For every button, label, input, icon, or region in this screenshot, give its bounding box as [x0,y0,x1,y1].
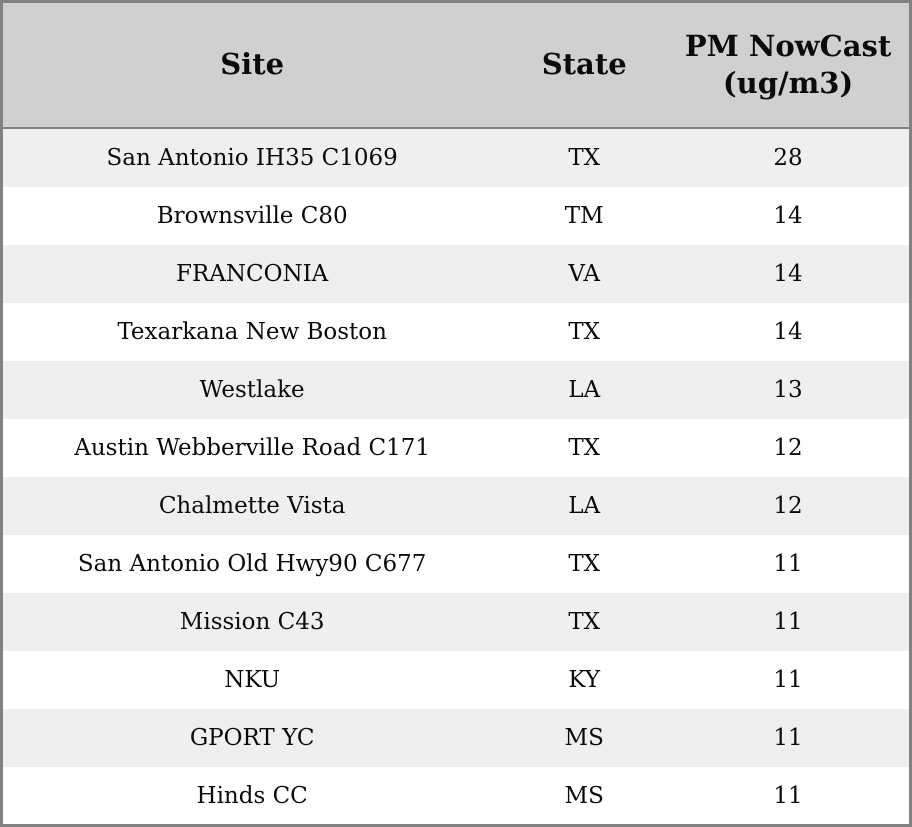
header-row [3,3,909,128]
table-row [3,593,909,651]
table-row [3,128,909,187]
table-row [3,303,909,361]
column-header-state: State [501,3,667,128]
cell-site: Chalmette Vista [158,493,346,519]
cell-state: TX [568,551,601,577]
table-row [3,651,909,709]
table-row [3,187,909,245]
table-row [3,477,909,535]
table-row [3,767,909,825]
pm-nowcast-table [3,3,909,825]
cell-site: San Antonio Old Hwy90 C677 [77,551,427,577]
table-body [3,128,909,825]
cell-state: KY [568,667,601,693]
cell-state: MS [564,725,604,751]
cell-site: San Antonio IH35 C1069 [106,145,398,171]
cell-state: TX [568,319,601,345]
cell-site: Westlake [199,377,305,403]
cell-pm: 12 [773,435,803,461]
cell-pm: 13 [773,377,803,403]
cell-site: Mission C43 [179,609,325,635]
cell-pm: 11 [773,667,803,693]
cell-pm: 14 [773,319,803,345]
cell-pm: 14 [773,261,803,287]
cell-state: TX [568,145,601,171]
cell-site: NKU [224,667,281,693]
cell-state: TX [568,609,601,635]
column-header-pm-nowcast: PM NowCast (ug/m3) [667,3,909,128]
cell-pm: 28 [773,145,803,171]
cell-state: TX [568,435,601,461]
table-header [3,3,909,128]
cell-site: Hinds CC [196,783,308,809]
table-row [3,419,909,477]
cell-pm: 11 [773,725,803,751]
cell-state: LA [568,377,601,403]
table-row [3,245,909,303]
table-row [3,361,909,419]
cell-site: Texarkana New Boston [117,319,387,345]
cell-pm: 11 [773,551,803,577]
cell-state: LA [568,493,601,519]
table-row [3,535,909,593]
cell-state: MS [564,783,604,809]
cell-state: TM [564,203,604,229]
cell-pm: 14 [773,203,803,229]
cell-state: VA [568,261,601,287]
cell-pm: 11 [773,783,803,809]
cell-pm: 11 [773,609,803,635]
column-header-site: Site [3,3,501,128]
cell-site: FRANCONIA [176,261,329,287]
cell-site: GPORT YC [189,725,315,751]
table-row [3,709,909,767]
cell-site: Austin Webberville Road C171 [74,435,431,461]
cell-site: Brownsville C80 [156,203,348,229]
cell-pm: 12 [773,493,803,519]
